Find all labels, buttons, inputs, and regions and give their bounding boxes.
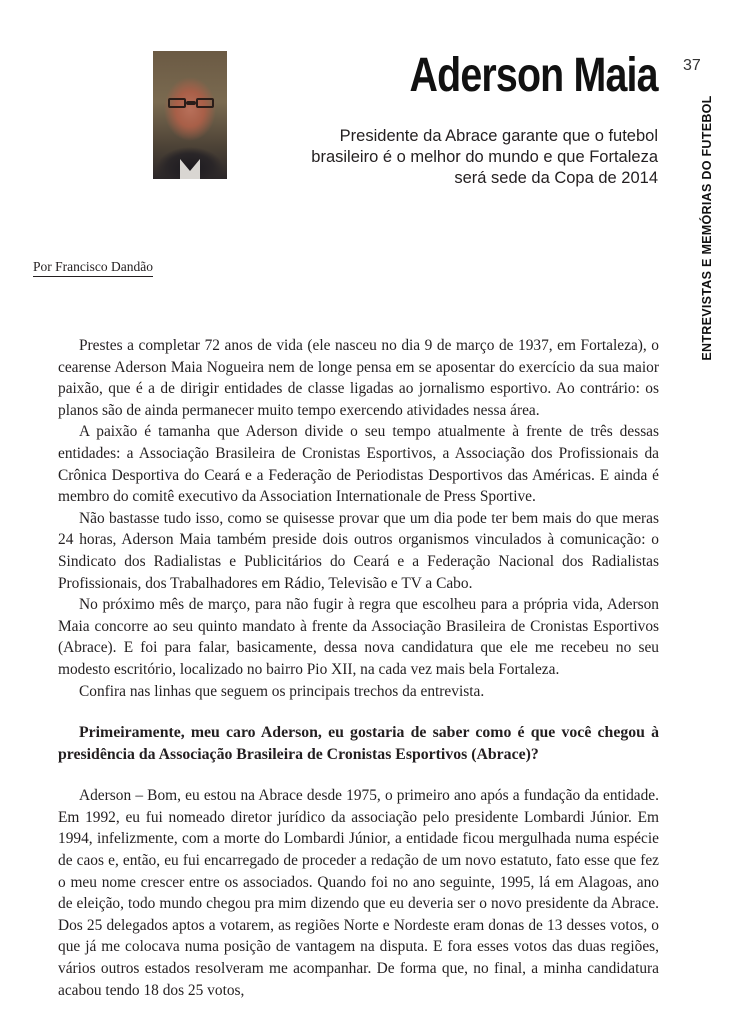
shirt-collar-detail bbox=[180, 159, 200, 179]
interview-answer: Aderson – Bom, eu estou na Abrace desde 1975, o primeiro ano após a fundação da entidade. Em 1992, eu fui nomeado diretor jurídico da associação pelo presidente Lombardi Júnior. Em 1994, infelizmente, com a morte do Lombardi Júnior, a entidade ficou mergulhada numa espécie de caos e, então, eu fui encarregado de proceder a redação de um novo estatuto, fato esse que fez o meu nome crescer entre os associados. Quando foi no ano seguinte, 1995, lá em Alagoas, ano de eleição, todo mundo chegou pra mim dizendo que eu deveria ser o novo presidente da Abrace. Dos 25 delegados aptos a votarem, as regiões Norte e Nordeste eram donas de 13 desses votos, o que já me colocava numa posição de vantagem na disputa. E fora esses votos das duas regiões, vários outros estados resolveram me acompanhar. De forma que, no final, a minha candidatura acabou tendo 18 dos 25 votos, bbox=[58, 787, 659, 999]
intro-paragraph: No próximo mês de março, para não fugir à regra que escolheu para a própria vida, Aderson Maia concorre ao seu quinto mandato à frente da Associação Brasileira de Cronistas Esportivos (Abrace). E foi para falar, basicamente, dessa nova candidatura que ele me recebeu no seu modesto escritório, localizado no bairro Pio XII, na cada vez mais bela Fortaleza. bbox=[58, 596, 659, 678]
section-label bbox=[697, 92, 717, 364]
intro-paragraph: A paixão é tamanha que Aderson divide o seu tempo atualmente à frente de três dessas entidades: a Associação Brasileira de Cronistas Esportivos, a Associação dos Profissionais da Crônica Desportiva do Ceará e a Federação de Periodistas Desportivos das Américas. E ainda é membro do comitê executivo da Association Internationale de Press Sportive. bbox=[58, 423, 659, 506]
glasses-detail bbox=[168, 98, 214, 109]
byline: Por Francisco Dandão bbox=[33, 259, 153, 277]
interview-question: Primeiramente, meu caro Aderson, eu gostaria de saber como é que você chegou à presidência da Associação Brasileira de Cronistas Esportivos (Abrace)? bbox=[58, 724, 659, 763]
article-subtitle: Presidente da Abrace garante que o futebol brasileiro é o melhor do mundo e que Fortaleza será sede da Copa de 2014 bbox=[311, 127, 658, 187]
section-label-text: ENTREVISTAS E MEMÓRIAS DO FUTEBOL bbox=[700, 95, 714, 361]
intro-paragraph: Prestes a completar 72 anos de vida (ele nasceu no dia 9 de março de 1937, em Fortaleza), o cearense Aderson Maia Nogueira nem de longe pensa em se aposentar do exercício da sua maior paixão, que é a de dirigir entidades de classe ligadas ao jornalismo esportivo. Ao contrário: os planos são de ainda permanecer muito tempo exercendo atividades nessa área. bbox=[58, 337, 659, 419]
portrait-photo bbox=[153, 51, 227, 179]
article-body bbox=[58, 335, 659, 1001]
article-title: Aderson Maia bbox=[409, 49, 658, 102]
page-number: 37 bbox=[683, 57, 701, 74]
intro-paragraph: Não bastasse tudo isso, como se quisesse provar que um dia pode ter bem mais do que meras 24 horas, Aderson Maia também preside dois outros organismos vinculados à comunicação: o Sindicato dos Radialistas e Publicitários do Ceará e a Federação Nacional dos Radialistas Profissionais, dos Trabalhadores em Rádio, Televisão e TV a Cabo. bbox=[58, 509, 659, 592]
intro-paragraph: Confira nas linhas que seguem os principais trechos da entrevista. bbox=[79, 682, 485, 700]
